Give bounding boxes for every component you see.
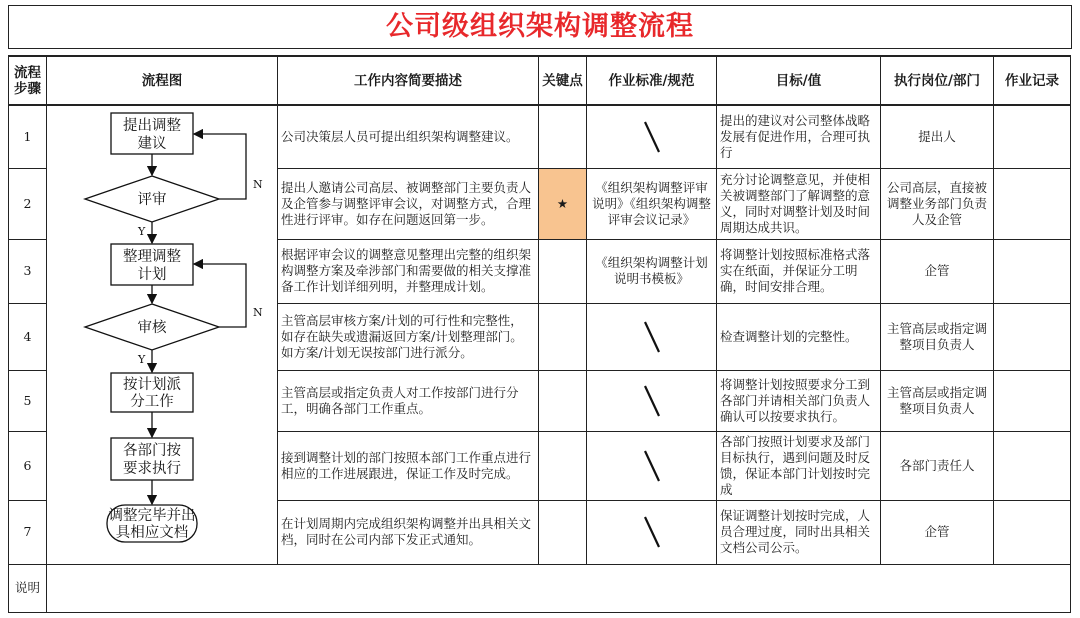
key-point-star: ★ [539,168,587,239]
owner-cell: 主管高层或指定调整项目负责人 [881,370,994,431]
header-row [9,56,1071,105]
owner-cell: 企管 [881,500,994,564]
flow-terminator-line2: 具相应文档 [115,525,189,541]
owner-cell: 提出人 [881,105,994,168]
header-desc: 工作内容简要描述 [278,56,539,105]
not-applicable-slash-icon [637,317,667,357]
header-step: 流程步骤 [9,56,47,105]
standard-cell [587,303,717,370]
desc-cell: 主管高层或指定负责人对工作按部门进行分工，明确各部门工作重点。 [278,370,539,431]
record-cell[interactable] [994,239,1071,303]
flow-box-organize-line1: 整理调整 [123,249,181,265]
flow-no-label: N [253,306,263,319]
flow-box-dispatch-line2: 分工作 [130,394,174,410]
key-cell [539,105,587,168]
key-cell [539,303,587,370]
target-cell: 充分讨论调整意见，并使相关被调整部门了解调整的意义，同时对调整计划及时间周期达成共识。 [717,168,881,239]
header-owner: 执行岗位/部门 [881,56,994,105]
standard-cell [587,500,717,564]
header-key: 关键点 [539,56,587,105]
flow-box-execute-line2: 要求执行 [123,461,181,477]
record-cell[interactable] [994,303,1071,370]
step-cell: 2 [9,168,47,239]
page-title: 公司级组织架构调整流程 [8,5,1072,49]
step-cell: 6 [9,431,47,500]
flow-diamond-review-label: 评审 [137,192,167,208]
owner-cell: 主管高层或指定调整项目负责人 [881,303,994,370]
flow-no-label: N [253,178,263,191]
not-applicable-slash-icon [637,446,667,486]
flow-box-propose-line1: 提出调整 [123,118,181,134]
target-cell: 检查调整计划的完整性。 [717,303,881,370]
flow-box-execute-line1: 各部门按 [123,443,181,459]
owner-cell: 各部门责任人 [881,431,994,500]
key-cell [539,431,587,500]
header-record: 作业记录 [994,56,1071,105]
standard-cell: 《组织架构调整评审说明》《组织架构调整评审会议记录》 [587,168,717,239]
record-cell[interactable] [994,168,1071,239]
desc-cell: 接到调整计划的部门按照本部门工作重点进行相应的工作进展跟进，保证工作及时完成。 [278,431,539,500]
record-cell[interactable] [994,500,1071,564]
target-cell: 提出的建议对公司整体战略发展有促进作用，合理可执行 [717,105,881,168]
flow-box-dispatch-line1: 按计划派 [123,377,181,393]
desc-cell: 主管高层审核方案/计划的可行性和完整性，如存在缺失或遗漏返回方案/计划整理部门。如方案/计划无误按部门进行派分。 [278,303,539,370]
desc-cell: 在计划周期内完成组织架构调整并出具相关文档，同时在公司内部下发正式通知。 [278,500,539,564]
flowchart [48,104,279,562]
not-applicable-slash-icon [637,512,667,552]
flow-box-propose-line2: 建议 [137,136,167,152]
standard-cell [587,370,717,431]
owner-cell: 公司高层，直接被调整业务部门负责人及企管 [881,168,994,239]
header-target: 目标/值 [717,56,881,105]
key-cell [539,370,587,431]
flow-yes-label: Y [138,353,146,366]
target-cell: 保证调整计划按时完成，人员合理过度，同时出具相关文档公司公示。 [717,500,881,564]
flow-yes-label: Y [138,225,146,238]
header-flowchart: 流程图 [47,56,278,105]
key-cell [539,239,587,303]
flow-terminator-line1: 调整完毕并出 [108,508,196,524]
standard-cell [587,431,717,500]
desc-cell: 公司决策层人员可提出组织架构调整建议。 [278,105,539,168]
note-label: 说明 [9,564,47,612]
desc-cell: 提出人邀请公司高层、被调整部门主要负责人及企管参与调整评审会议，对调整方式，合理性进行评审。如存在问题返回第一步。 [278,168,539,239]
step-cell: 7 [9,500,47,564]
desc-cell: 根据评审会议的调整意见整理出完整的组织架构调整方案及牵涉部门和需要做的相关支撑准备工作计划详细列明，并整理成计划。 [278,239,539,303]
standard-cell [587,105,717,168]
record-cell[interactable] [994,105,1071,168]
flow-loop-arrow [194,134,246,199]
step-cell: 5 [9,370,47,431]
flow-diamond-audit-label: 审核 [137,320,167,336]
flow-loop-arrow [194,264,246,327]
standard-cell: 《组织架构调整计划说明书模板》 [587,239,717,303]
note-row [9,564,1071,612]
step-cell: 4 [9,303,47,370]
owner-cell: 企管 [881,239,994,303]
note-content[interactable] [47,564,1071,612]
record-cell[interactable] [994,431,1071,500]
record-cell[interactable] [994,370,1071,431]
not-applicable-slash-icon [637,381,667,421]
target-cell: 将调整计划按照标准格式落实在纸面，并保证分工明确，时间安排合理。 [717,239,881,303]
not-applicable-slash-icon [637,117,667,157]
target-cell: 将调整计划按照要求分工到各部门并请相关部门负责人确认可以按要求执行。 [717,370,881,431]
step-cell: 3 [9,239,47,303]
flow-box-organize-line2: 计划 [137,267,167,283]
step-cell: 1 [9,105,47,168]
header-standard: 作业标准/规范 [587,56,717,105]
target-cell: 各部门按照计划要求及部门目标执行，遇到问题及时反馈，保证本部门计划按时完成 [717,431,881,500]
key-cell [539,500,587,564]
